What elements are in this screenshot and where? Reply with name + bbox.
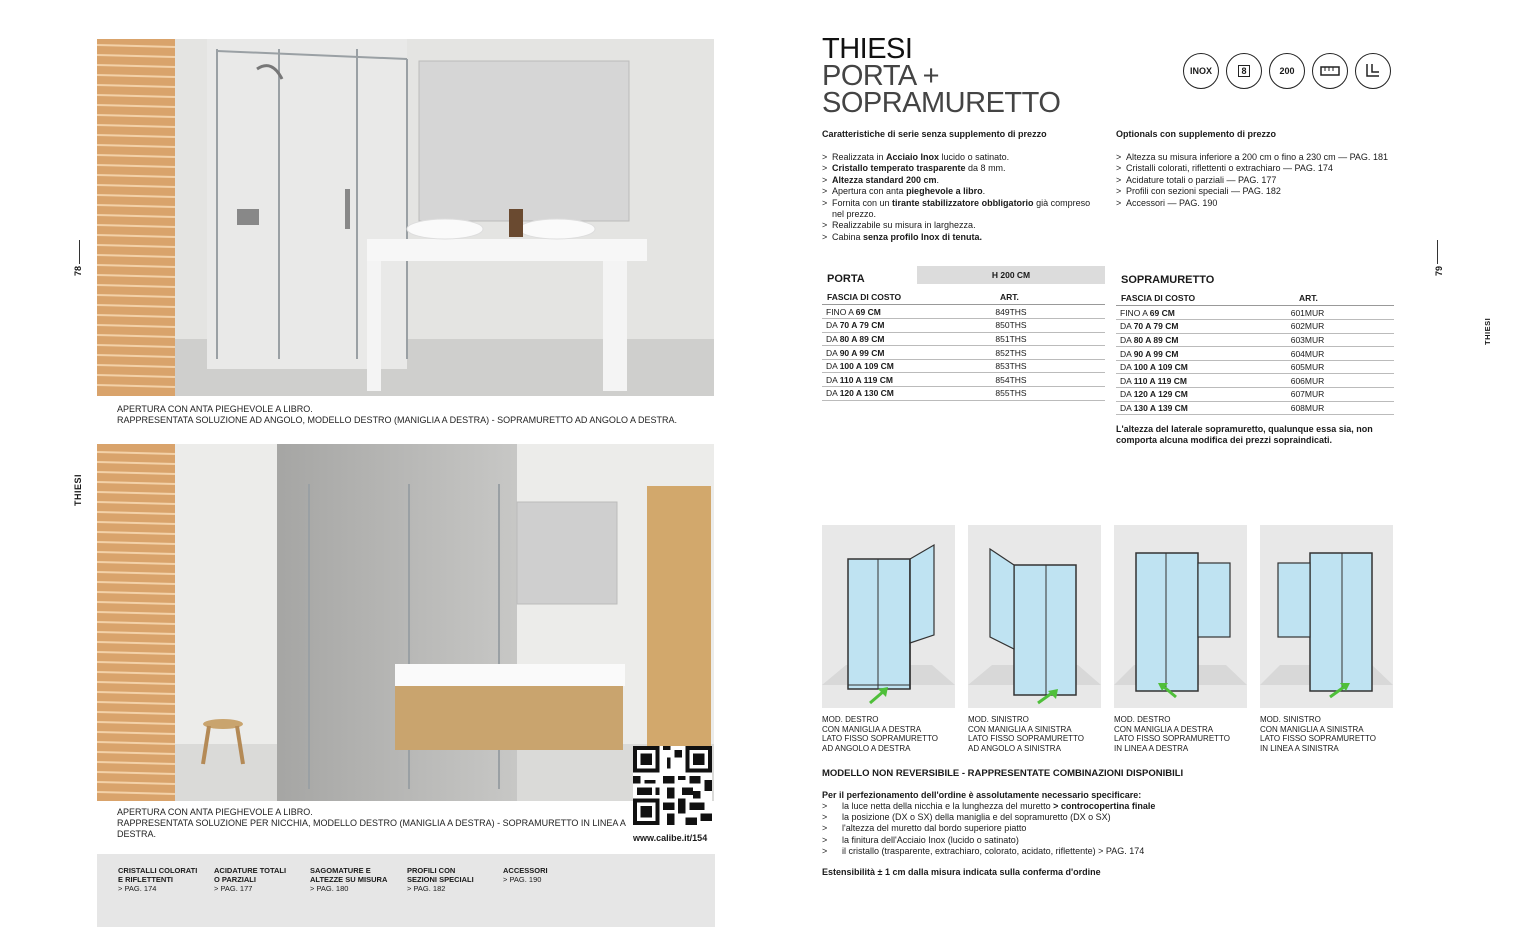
subtitle-line: SOPRAMURETTO: [822, 87, 1061, 119]
footer-item[interactable]: [503, 866, 548, 884]
glass-thickness-icon: 8: [1226, 53, 1262, 89]
footer-item-page: > PAG. 180: [310, 884, 349, 893]
list-item: > Realizzabile su misura in larghezza.: [822, 220, 1102, 231]
diagram-left-inline: [1260, 525, 1393, 708]
subtitle-line: PORTA +: [822, 60, 940, 92]
list-item: > Fornita con un tirante stabilizzatore obbligatorio già compreso nel prezzo.: [822, 198, 1102, 221]
standard-features-heading: Caratteristiche di serie senza supplemento di prezzo: [822, 129, 1047, 139]
article-code-cell: 851THS: [917, 332, 1105, 346]
qr-url-link[interactable]: www.calibe.it/154: [633, 833, 708, 843]
article-code-cell: 603MUR: [1221, 333, 1394, 347]
cost-range-cell: DA 120 A 130 CM: [822, 387, 917, 401]
feature-icons: [1183, 53, 1391, 89]
table-row: [822, 373, 1105, 387]
qr-code[interactable]: [633, 746, 712, 825]
custom-width-icon: [1312, 53, 1348, 89]
photo2-caption: APERTURA CON ANTA PIEGHEVOLE A LIBRO. RAPPRESENTATA SOLUZIONE PER NICCHIA, MODELLO DESTRO (MANIGLIA A DESTRA) - SOPRAMURETTO IN LINEA A DESTRA.: [117, 807, 626, 839]
article-code-cell: 601MUR: [1221, 306, 1394, 320]
product-photo-niche: [97, 444, 714, 801]
product-photo-corner: [97, 39, 714, 396]
table-row: [1116, 360, 1394, 374]
footer-item-page: > PAG. 174: [118, 884, 157, 893]
sopra-table-title: SOPRAMURETTO: [1121, 274, 1215, 286]
article-code-cell: 602MUR: [1221, 320, 1394, 334]
diagram-right-inline: [1114, 525, 1247, 708]
footer-item-title: ACIDATURE TOTALI O PARZIALI: [214, 866, 287, 884]
standard-features-list: [822, 152, 1102, 243]
non-reversible-note: MODELLO NON REVERSIBILE - RAPPRESENTATE COMBINAZIONI DISPONIBILI: [822, 768, 1184, 779]
article-code-cell: 605MUR: [1221, 360, 1394, 374]
porta-table-title: PORTA: [827, 273, 865, 285]
article-code-cell: 854THS: [917, 373, 1105, 387]
side-label-right: THIESI: [1483, 317, 1492, 345]
list-item: > il cristallo (trasparente, extrachiaro, colorato, acidato, riflettente) > PAG. 174: [822, 846, 1155, 857]
footer-item-page: > PAG. 177: [214, 884, 253, 893]
list-item: > Acidature totali o parziali — PAG. 177: [1116, 175, 1406, 186]
cost-range-cell: DA 100 A 109 CM: [1116, 360, 1221, 374]
article-code-cell: 853THS: [917, 359, 1105, 373]
no-seal-profile-icon: [1355, 53, 1391, 89]
cost-range-cell: DA 70 A 79 CM: [1116, 320, 1221, 334]
article-code-cell: 604MUR: [1221, 347, 1394, 361]
cost-range-cell: FINO A 69 CM: [822, 305, 917, 319]
inox-icon: INOX: [1183, 53, 1219, 89]
sopramuretto-note: L'altezza del laterale sopramuretto, qualunque essa sia, non comporta alcuna modifica dei prezzi sopraindicati.: [1116, 424, 1373, 446]
list-item: > la posizione (DX o SX) della maniglia e del sopramuretto (DX o SX): [822, 812, 1155, 823]
list-item: > Cabina senza profilo Inox di tenuta.: [822, 232, 1102, 243]
height-icon: 200: [1269, 53, 1305, 89]
cost-range-cell: DA 80 A 89 CM: [1116, 333, 1221, 347]
sopra-price-table: [1116, 306, 1394, 415]
optionals-heading: Optionals con supplemento di prezzo: [1116, 129, 1277, 139]
cost-range-cell: DA 90 A 99 CM: [822, 346, 917, 360]
table-row: [1116, 320, 1394, 334]
footer-item-title: ACCESSORI: [503, 866, 548, 875]
extensibility-note: Estensibilità ± 1 cm dalla misura indicata sulla conferma d'ordine: [822, 867, 1101, 877]
sopra-col-art: ART.: [1299, 293, 1318, 303]
order-instructions-list: [822, 801, 1155, 857]
cost-range-cell: DA 110 A 119 CM: [822, 373, 917, 387]
page-number-right: 79: [1434, 265, 1444, 276]
table-row: [1116, 374, 1394, 388]
footer-item[interactable]: [214, 866, 286, 893]
order-instructions-title: Per il perfezionamento dell'ordine è assolutamente necessario specificare:: [822, 790, 1142, 800]
footer-item-title: SAGOMATURE E ALTEZZE SU MISURA: [310, 866, 388, 884]
article-code-cell: 850THS: [917, 319, 1105, 333]
article-code-cell: 608MUR: [1221, 401, 1394, 415]
table-row: [822, 319, 1105, 333]
list-item: > Cristallo temperato trasparente da 8 mm.: [822, 163, 1102, 174]
table-row: [1116, 347, 1394, 361]
diagram-right-corner: [822, 525, 955, 708]
page-number-rule: [1437, 240, 1438, 264]
cost-range-cell: DA 100 A 109 CM: [822, 359, 917, 373]
table-row: [1116, 401, 1394, 415]
list-item: > Altezza standard 200 cm.: [822, 175, 1102, 186]
footer-item-title: CRISTALLI COLORATI E RIFLETTENTI: [118, 866, 198, 884]
diagram-caption: MOD. DESTRO CON MANIGLIA A DESTRA LATO FISSO SOPRAMURETTO AD ANGOLO A DESTRA: [822, 715, 939, 753]
article-code-cell: 855THS: [917, 387, 1105, 401]
article-code-cell: 849THS: [917, 305, 1105, 319]
list-item: > Apertura con anta pieghevole a libro.: [822, 186, 1102, 197]
diagram-caption: MOD. SINISTRO CON MANIGLIA A SINISTRA LATO FISSO SOPRAMURETTO IN LINEA A SINISTRA: [1260, 715, 1377, 753]
cost-range-cell: DA 70 A 79 CM: [822, 319, 917, 333]
table-row: [822, 305, 1105, 319]
product-subtitle: [822, 60, 1061, 119]
porta-col-art: ART.: [1000, 292, 1019, 302]
side-label-left: THIESI: [73, 473, 83, 506]
list-item: > Realizzata in Acciaio Inox lucido o satinato.: [822, 152, 1102, 163]
cost-range-cell: DA 90 A 99 CM: [1116, 347, 1221, 361]
list-item: > Profili con sezioni speciali — PAG. 182: [1116, 186, 1406, 197]
cost-range-cell: DA 110 A 119 CM: [1116, 374, 1221, 388]
sopra-col-range: FASCIA DI COSTO: [1121, 293, 1196, 303]
footer-item-page: > PAG. 190: [503, 875, 542, 884]
product-title: THIESI: [822, 33, 913, 65]
height-header: H 200 CM: [917, 266, 1105, 284]
footer-item[interactable]: [118, 866, 197, 893]
diagram-left-corner: [968, 525, 1101, 708]
footer-item-page: > PAG. 182: [407, 884, 446, 893]
article-code-cell: 606MUR: [1221, 374, 1394, 388]
table-row: [1116, 388, 1394, 402]
list-item: > Altezza su misura inferiore a 200 cm o fino a 230 cm — PAG. 181: [1116, 152, 1406, 163]
footer-optionals-bar: [97, 854, 715, 927]
list-item: > Accessori — PAG. 190: [1116, 198, 1406, 209]
list-item: > la finitura dell'Acciaio Inox (lucido o satinato): [822, 835, 1155, 846]
porta-col-range: FASCIA DI COSTO: [827, 292, 902, 302]
cost-range-cell: DA 80 A 89 CM: [822, 332, 917, 346]
page-number-left: 78: [73, 265, 83, 276]
article-code-cell: 607MUR: [1221, 388, 1394, 402]
list-item: > l'altezza del muretto dal bordo superiore piatto: [822, 823, 1155, 834]
diagram-caption: MOD. SINISTRO CON MANIGLIA A SINISTRA LATO FISSO SOPRAMURETTO AD ANGOLO A SINISTRA: [968, 715, 1085, 753]
cost-range-cell: DA 130 A 139 CM: [1116, 401, 1221, 415]
article-code-cell: 852THS: [917, 346, 1105, 360]
table-row: [1116, 306, 1394, 320]
diagram-caption: MOD. DESTRO CON MANIGLIA A DESTRA LATO FISSO SOPRAMURETTO IN LINEA A DESTRA: [1114, 715, 1231, 753]
table-row: [822, 387, 1105, 401]
table-row: [1116, 333, 1394, 347]
list-item: > Cristalli colorati, riflettenti o extrachiaro — PAG. 174: [1116, 163, 1406, 174]
cost-range-cell: DA 120 A 129 CM: [1116, 388, 1221, 402]
list-item: > la luce netta della nicchia e la lunghezza del muretto > controcopertina finale: [822, 801, 1155, 812]
table-row: [822, 332, 1105, 346]
footer-item[interactable]: [407, 866, 474, 893]
footer-item-title: PROFILI CON SEZIONI SPECIALI: [407, 866, 474, 884]
page-number-rule: [79, 240, 80, 264]
optionals-list: [1116, 152, 1406, 209]
porta-price-table: [822, 305, 1105, 401]
table-row: [822, 346, 1105, 360]
footer-item[interactable]: [310, 866, 387, 893]
table-row: [822, 359, 1105, 373]
cost-range-cell: FINO A 69 CM: [1116, 306, 1221, 320]
photo1-caption: APERTURA CON ANTA PIEGHEVOLE A LIBRO. RAPPRESENTATA SOLUZIONE AD ANGOLO, MODELLO DESTRO (MANIGLIA A DESTRA) - SOPRAMURETTO AD ANGOLO A DESTRA.: [117, 404, 677, 425]
